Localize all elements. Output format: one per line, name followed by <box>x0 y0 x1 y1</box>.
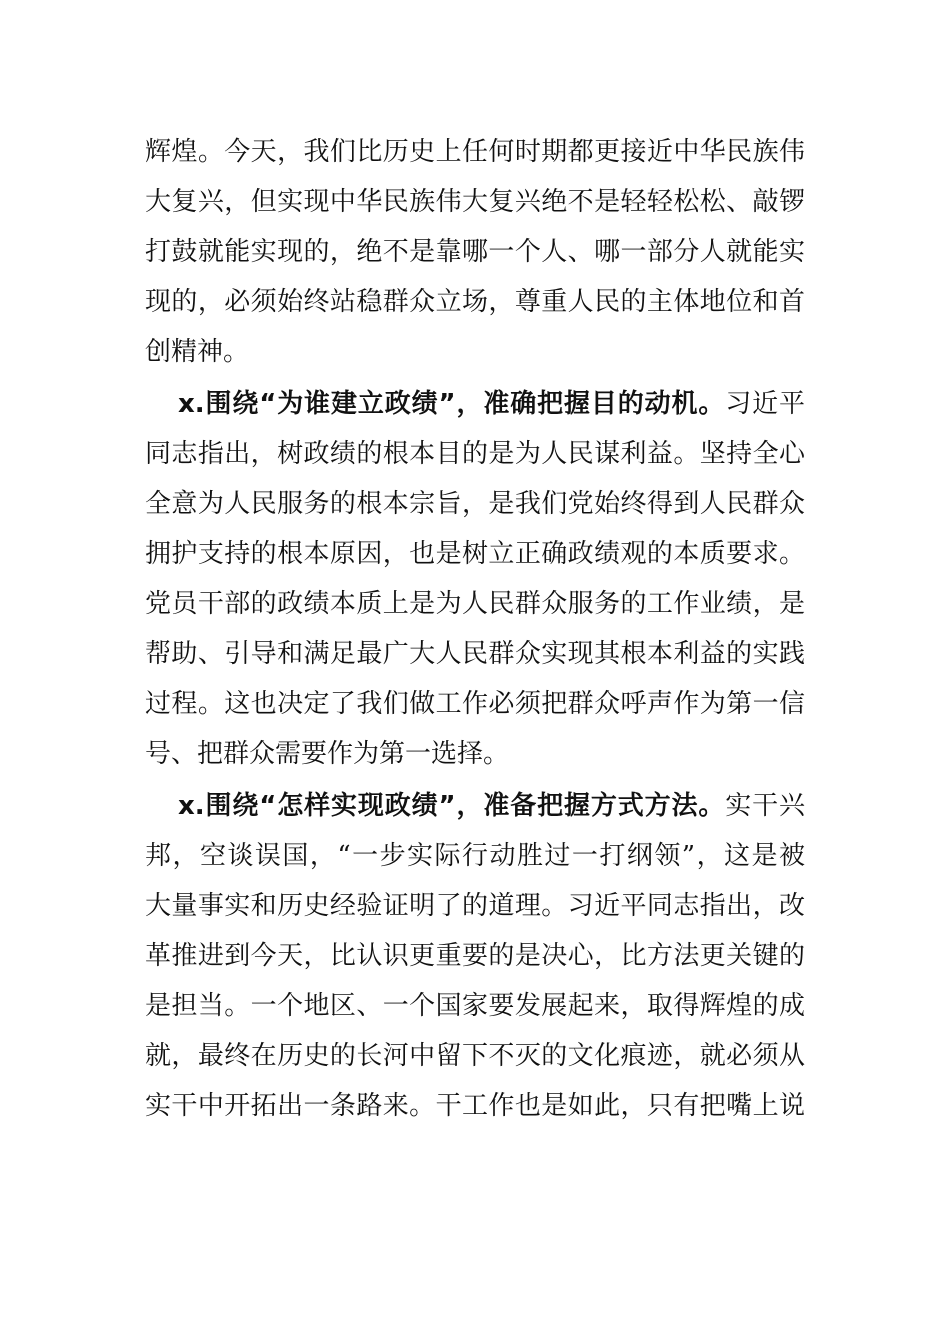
paragraph-3-first-line-rest: 实干兴 <box>725 791 805 821</box>
paragraph-3-line-2: 邦，空谈误国，“一步实际行动胜过一打纲领”，这是被 <box>145 841 805 871</box>
paragraph-3-line-5: 是担当。一个地区、一个国家要发展起来，取得辉煌的成 <box>145 991 805 1021</box>
paragraph-2-line-3: 全意为人民服务的根本宗旨，是我们党始终得到人民群众 <box>145 489 805 519</box>
paragraph-2-first-line-rest: 习近平 <box>725 389 805 419</box>
paragraph-1-line-2: 大复兴，但实现中华民族伟大复兴绝不是轻轻松松、敲锣 <box>145 187 805 217</box>
paragraph-2-line-7: 过程。这也决定了我们做工作必须把群众呼声作为第一信 <box>145 689 805 719</box>
paragraph-2-line-6: 帮助、引导和满足最广大人民群众实现其根本利益的实践 <box>145 639 805 669</box>
paragraph-3-line-4: 革推进到今天，比认识更重要的是决心，比方法更关键的 <box>145 941 805 971</box>
paragraph-2-line-5: 党员干部的政绩本质上是为人民群众服务的工作业绩，是 <box>145 589 805 619</box>
paragraph-2-first-line <box>178 384 805 424</box>
paragraph-1-line-4: 现的，必须始终站稳群众立场，尊重人民的主体地位和首 <box>145 287 805 317</box>
paragraph-2-line-4: 拥护支持的根本原因，也是树立正确政绩观的本质要求。 <box>145 539 805 569</box>
paragraph-3-line-6: 就，最终在历史的长河中留下不灭的文化痕迹，就必须从 <box>145 1041 805 1071</box>
paragraph-1-line-3: 打鼓就能实现的，绝不是靠哪一个人、哪一部分人就能实 <box>145 237 805 267</box>
paragraph-3-first-line <box>178 786 805 826</box>
paragraph-2-line-8: 号、把群众需要作为第一选择。 <box>145 739 510 769</box>
paragraph-3-line-7: 实干中开拓出一条路来。干工作也是如此，只有把嘴上说 <box>145 1091 805 1121</box>
paragraph-2-line-2: 同志指出，树政绩的根本目的是为人民谋利益。坚持全心 <box>145 439 805 469</box>
paragraph-1-line-5: 创精神。 <box>145 337 250 367</box>
paragraph-1-line-1: 辉煌。今天，我们比历史上任何时期都更接近中华民族伟 <box>145 137 805 167</box>
paragraph-2-heading: x.围绕“为谁建立政绩”，准确把握目的动机。 <box>178 389 726 419</box>
paragraph-3-heading: x.围绕“怎样实现政绩”，准备把握方式方法。 <box>178 791 726 821</box>
paragraph-3-line-3: 大量事实和历史经验证明了的道理。习近平同志指出，改 <box>145 891 805 921</box>
